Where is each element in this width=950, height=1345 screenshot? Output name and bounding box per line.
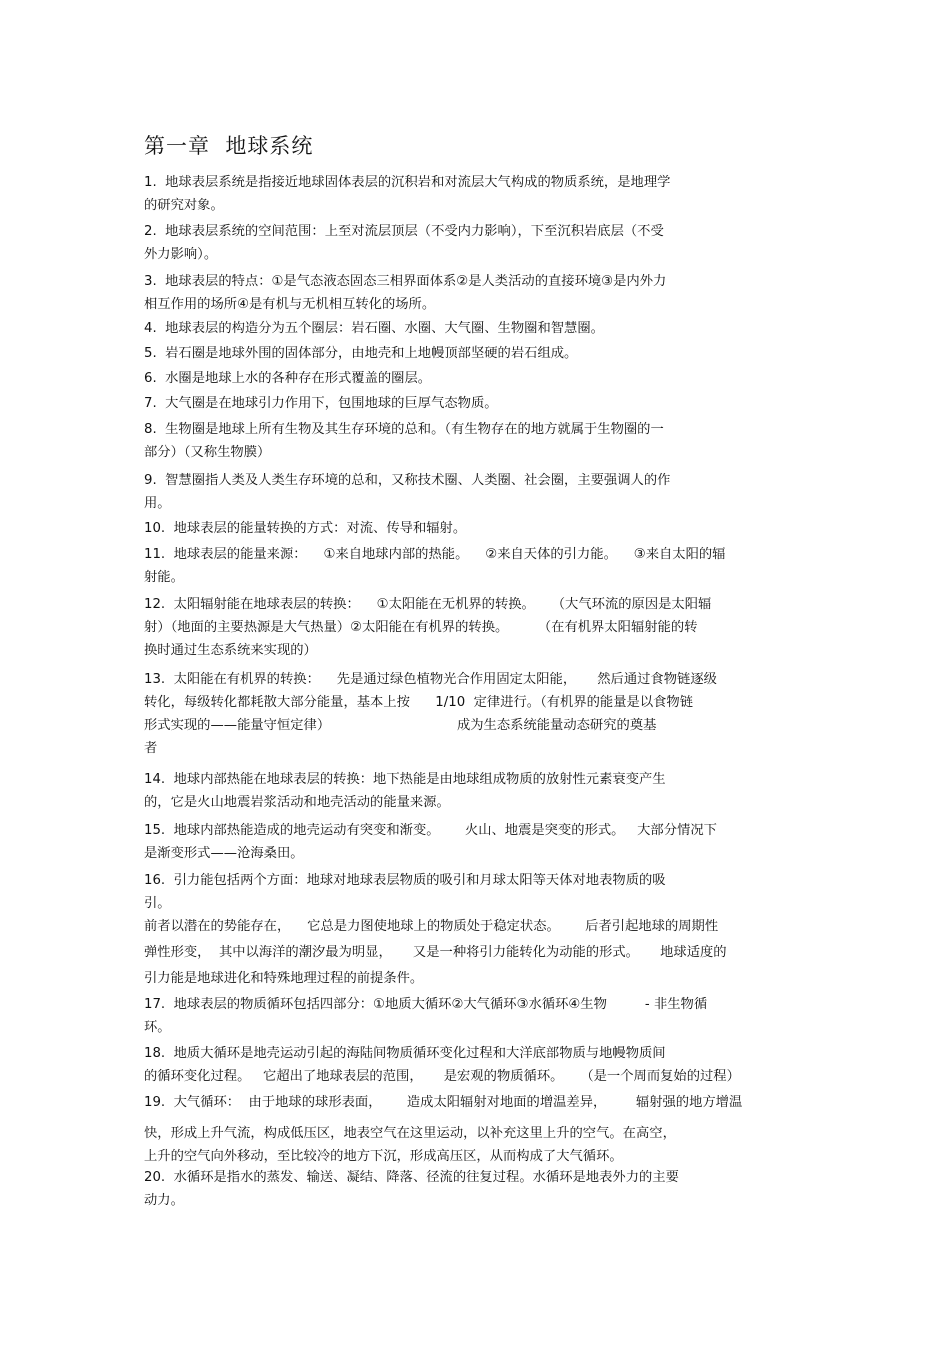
text-line: 动力。 — [144, 1193, 184, 1208]
text-line: 前者以潜在的势能存在， 它总是力图使地球上的物质处于稳定状态。 后者引起地球的周期性 — [144, 919, 719, 934]
text-line: 换时通过生态系统来实现的） — [144, 643, 317, 658]
text-line: 2. 地球表层系统的空间范围：上至对流层顶层（不受内力影响），下至沉积岩底层（不受 — [144, 224, 664, 239]
text-line: 6. 水圈是地球上水的各种存在形式覆盖的圈层。 — [144, 371, 432, 386]
text-line: 9. 智慧圈指人类及人类生存环境的总和，又称技术圈、人类圈、社会圈，主要强调人的作 — [144, 473, 671, 488]
text-line: 用。 — [144, 496, 171, 511]
text-line: 引。 — [144, 896, 171, 911]
text-line: 20. 水循环是指水的蒸发、输送、凝结、降落、径流的往复过程。水循环是地表外力的主要 — [144, 1170, 679, 1185]
text-line: 快，形成上升气流，构成低压区，地表空气在这里运动，以补充这里上升的空气。在高空， — [144, 1126, 676, 1141]
text-line: 10. 地球表层的能量转换的方式：对流、传导和辐射。 — [144, 521, 467, 536]
text-line: 14. 地球内部热能在地球表层的转换：地下热能是由地球组成物质的放射性元素衰变产生 — [144, 772, 666, 787]
text-line: 弹性形变， 其中以海洋的潮汐最为明显， 又是一种将引力能转化为动能的形式。 地球适度的 — [144, 945, 727, 960]
text-line: 18. 地质大循环是地壳运动引起的海陆间物质循环变化过程和大洋底部物质与地幔物质间 — [144, 1046, 666, 1061]
text-line: 的，它是火山地震岩浆活动和地壳活动的能量来源。 — [144, 795, 450, 810]
text-line: 3. 地球表层的特点：①是气态液态固态三相界面体系②是人类活动的直接环境③是内外力 — [144, 274, 667, 289]
text-line: 引力能是地球进化和特殊地理过程的前提条件。 — [144, 971, 424, 986]
text-line: 11. 地球表层的能量来源： ①来自地球内部的热能。 ②来自天体的引力能。 ③来自太阳的辐 — [144, 547, 726, 562]
text-line: 7. 大气圈是在地球引力作用下，包围地球的巨厚气态物质。 — [144, 396, 498, 411]
text-line: 13. 太阳能在有机界的转换： 先是通过绿色植物光合作用固定太阳能， 然后通过食物链逐级 — [144, 672, 717, 687]
chapter-title: 第一章 地球系统 — [144, 134, 314, 158]
text-line: 5. 岩石圈是地球外围的固体部分，由地壳和上地幔顶部坚硬的岩石组成。 — [144, 346, 578, 361]
text-line: 上升的空气向外移动，至比较冷的地方下沉，形成高压区，从而构成了大气循环。 — [144, 1149, 623, 1164]
text-line: 射能。 — [144, 570, 184, 585]
text-line: 是渐变形式——沧海桑田。 — [144, 846, 304, 861]
text-line: 者 — [144, 741, 158, 756]
text-line: 的研究对象。 — [144, 198, 224, 213]
text-line: 射）（地面的主要热源是大气热量）②太阳能在有机界的转换。 （在有机界太阳辐射能的转 — [144, 620, 698, 635]
text-line: 1. 地球表层系统是指接近地球固体表层的沉积岩和对流层大气构成的物质系统，是地理学 — [144, 175, 671, 190]
text-line: 8. 生物圈是地球上所有生物及其生存环境的总和。（有生物存在的地方就属于生物圈的一 — [144, 422, 664, 437]
text-line: 19. 大气循环： 由于地球的球形表面， 造成太阳辐射对地面的增温差异， 辐射强的地方增温 — [144, 1095, 743, 1110]
text-line: 形式实现的——能量守恒定律） 成为生态系统能量动态研究的奠基 — [144, 718, 657, 733]
text-line: 转化，每级转化都耗散大部分能量，基本上按 1/10 定律进行。（有机界的能量是以食物链 — [144, 695, 694, 710]
text-line: 12. 太阳辐射能在地球表层的转换： ①太阳能在无机界的转换。 （大气环流的原因是太阳辐 — [144, 597, 712, 612]
text-line: 16. 引力能包括两个方面：地球对地球表层物质的吸引和月球太阳等天体对地表物质的吸 — [144, 873, 666, 888]
text-line: 4. 地球表层的构造分为五个圈层：岩石圈、水圈、大气圈、生物圈和智慧圈。 — [144, 321, 604, 336]
text-line: 15. 地球内部热能造成的地壳运动有突变和渐变。 火山、地震是突变的形式。 大部分情况下 — [144, 823, 717, 838]
text-line: 环。 — [144, 1020, 171, 1035]
text-line: 的循环变化过程。 它超出了地球表层的范围， 是宏观的物质循环。 （是一个周而复始的过程） — [144, 1069, 740, 1084]
text-line: 17. 地球表层的物质循环包括四部分：①地质大循环②大气循环③水循环④生物 - 非生物循 — [144, 997, 708, 1012]
text-line: 相互作用的场所④是有机与无机相互转化的场所。 — [144, 297, 436, 312]
text-line: 外力影响）。 — [144, 247, 218, 262]
text-line: 部分）（又称生物膜） — [144, 445, 271, 460]
